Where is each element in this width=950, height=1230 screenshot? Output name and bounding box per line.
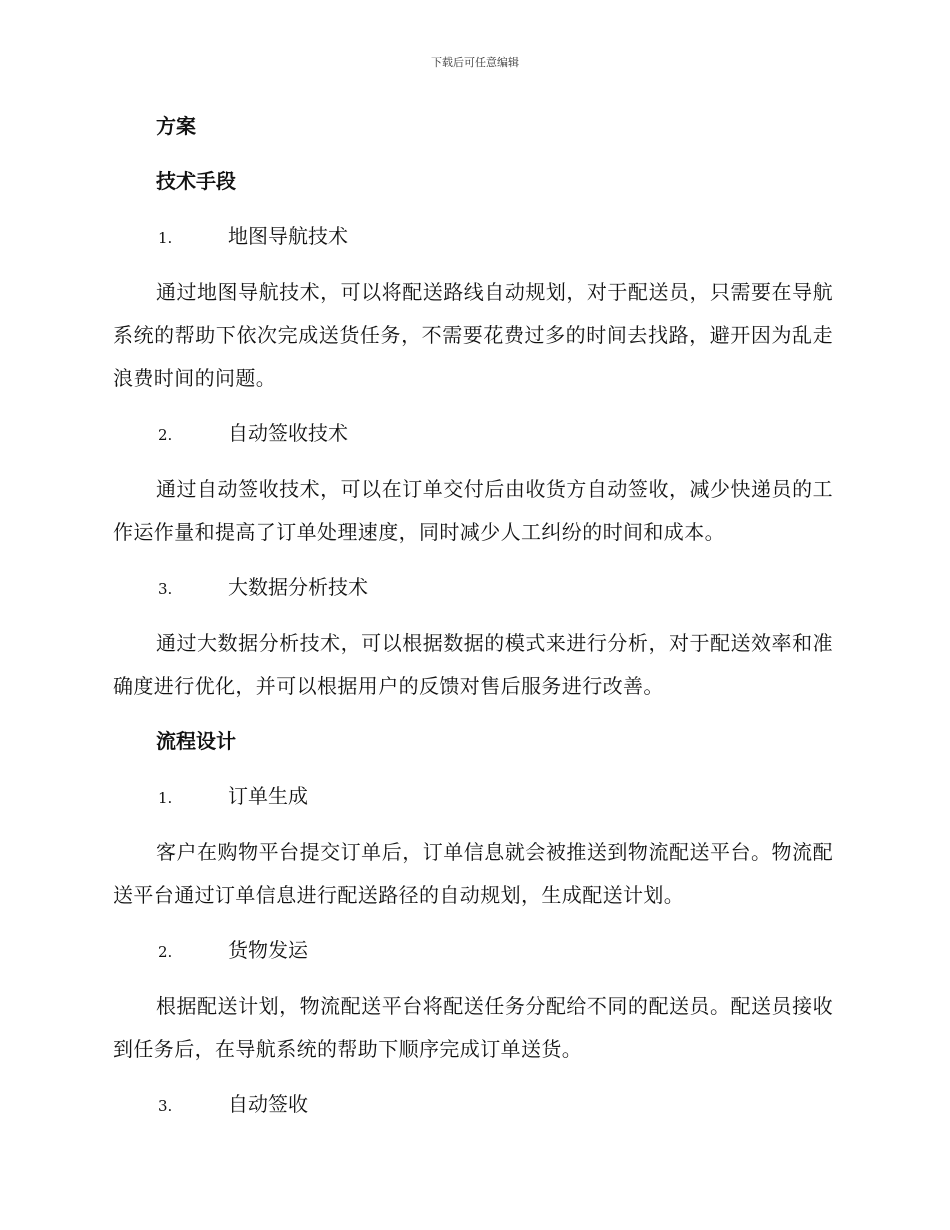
list-item-title: 自动签收: [228, 1092, 308, 1116]
list-item-title: 地图导航技术: [228, 224, 348, 248]
paragraph-big-data: 通过大数据分析技术，可以根据数据的模式来进行分析，对于配送效率和准确度进行优化，并可以根据用户的反馈对售后服务进行改善。: [113, 631, 833, 698]
list-item-title: 自动签收技术: [228, 421, 348, 445]
paragraph-auto-sign: 通过自动签收技术，可以在订单交付后由收货方自动签收，减少快递员的工作运作量和提高了订单处理速度，同时减少人工纠纷的时间和成本。: [113, 477, 833, 544]
section-heading-process: 流程设计: [156, 729, 236, 753]
list-item-shipment: [113, 932, 833, 970]
list-item-auto-receipt: [113, 1086, 833, 1124]
list-number: 3.: [158, 1097, 173, 1115]
list-item-title: 订单生成: [228, 784, 308, 808]
paragraph-map-navigation: 通过地图导航技术，可以将配送路线自动规划，对于配送员，只需要在导航系统的帮助下依次完成送货任务，不需要花费过多的时间去找路，避开因为乱走浪费时间的问题。: [113, 280, 833, 390]
list-number: 1.: [158, 789, 173, 807]
paragraph-order-generation: 客户在购物平台提交订单后，订单信息就会被推送到物流配送平台。物流配送平台通过订单信息进行配送路径的自动规划，生成配送计划。: [113, 840, 833, 907]
section-heading-tech: 技术手段: [156, 169, 236, 193]
document-body: [113, 108, 833, 1143]
list-item-order-generation: [113, 778, 833, 816]
list-number: 2.: [158, 943, 173, 961]
list-item-map-navigation: [113, 218, 833, 256]
list-number: 2.: [158, 426, 173, 444]
header-note: 下载后可任意编辑: [431, 56, 519, 69]
list-item-title: 货物发运: [228, 938, 308, 962]
list-number: 3.: [158, 580, 173, 598]
list-number: 1.: [158, 229, 173, 247]
list-item-big-data: [113, 569, 833, 607]
paragraph-shipment: 根据配送计划，物流配送平台将配送任务分配给不同的配送员。配送员接收到任务后，在导航系统的帮助下顺序完成订单送货。: [113, 994, 833, 1061]
list-item-title: 大数据分析技术: [228, 575, 368, 599]
list-item-auto-sign: [113, 415, 833, 453]
section-heading-plan: 方案: [156, 114, 196, 138]
